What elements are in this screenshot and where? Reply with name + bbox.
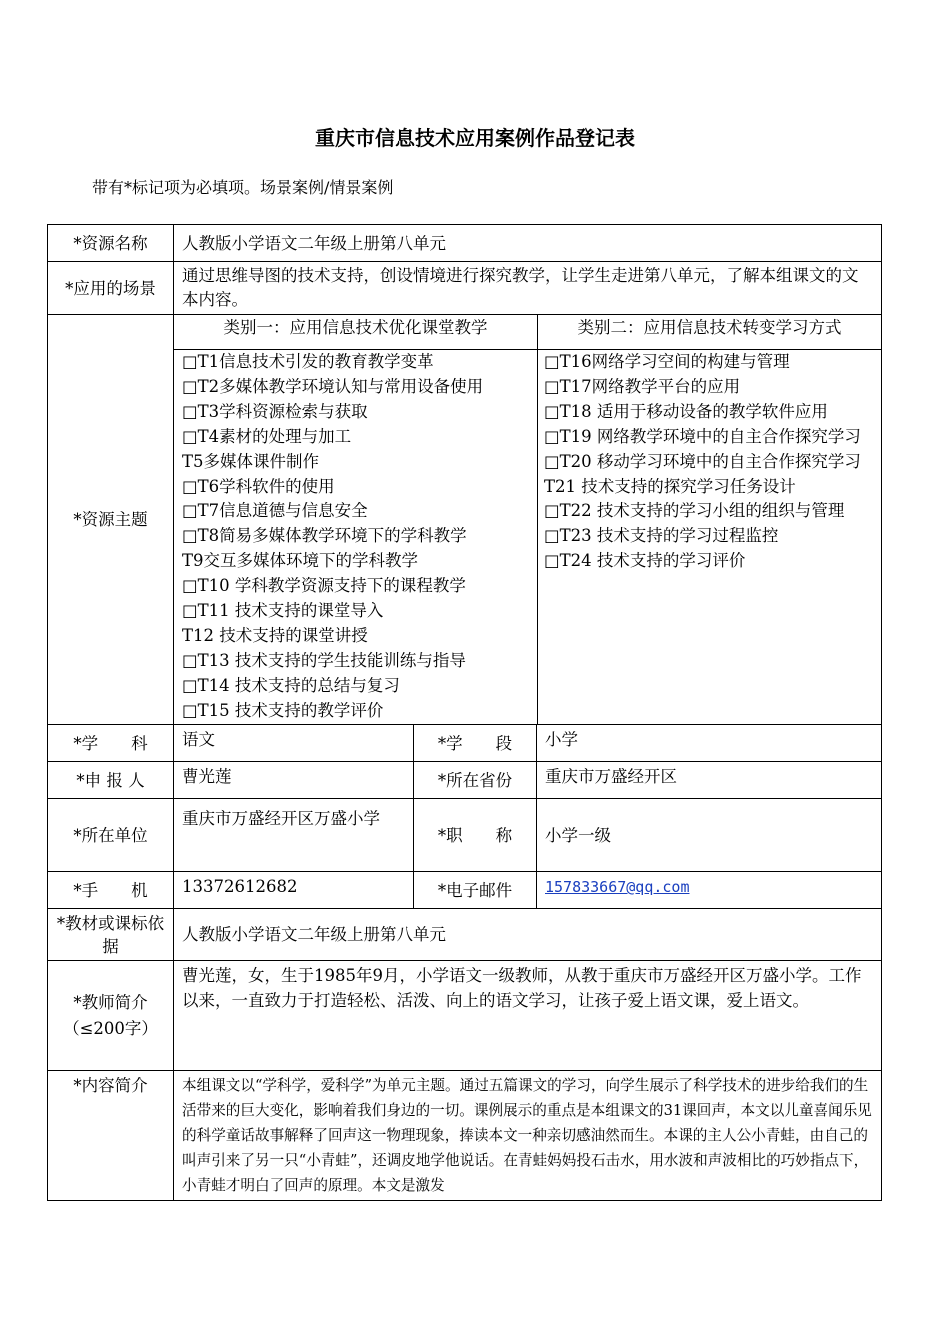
subject-label: *学 科 <box>48 725 174 762</box>
scene-value[interactable]: 通过思维导图的技术支持，创设情境进行探究教学，让学生走进第八单元，了解本组课文的文本内容。 <box>174 262 882 315</box>
applicant-value[interactable]: 曹光莲 <box>174 762 414 799</box>
row-topic <box>48 315 882 725</box>
stage-label: *学 段 <box>414 725 537 762</box>
topic-option-t15[interactable]: □T15 技术支持的教学评价 <box>182 700 384 720</box>
email-cell <box>537 872 882 909</box>
topic-option-t18[interactable]: □T18 适用于移动设备的教学软件应用 <box>544 401 828 421</box>
scene-label: *应用的场景 <box>48 262 174 315</box>
row-textbook <box>48 909 882 961</box>
topic-option-t2[interactable]: □T2多媒体教学环境认知与常用设备使用 <box>182 376 484 396</box>
topic-option-t1[interactable]: □T1信息技术引发的教育教学变革 <box>182 352 434 371</box>
category-two-title: 类别二：应用信息技术转变学习方式 <box>577 318 842 337</box>
topic-option-t20[interactable]: □T20 移动学习环境中的自主合作探究学习 <box>544 451 861 471</box>
registration-form <box>47 224 882 1201</box>
phone-label: *手 机 <box>48 872 174 909</box>
stage-value[interactable]: 小学 <box>537 725 882 762</box>
title-rank-value[interactable]: 小学一级 <box>537 799 882 872</box>
topic-cell <box>174 315 882 725</box>
topic-option-t11[interactable]: □T11 技术支持的课堂导入 <box>182 601 384 621</box>
topic-option-t3[interactable]: □T3学科资源检索与获取 <box>182 401 368 421</box>
resource-name-label: *资源名称 <box>48 225 174 262</box>
content-label: *内容简介 <box>48 1071 174 1201</box>
row-content <box>48 1071 882 1201</box>
unit-value[interactable]: 重庆市万盛经开区万盛小学 <box>174 799 414 872</box>
page-title: 重庆市信息技术应用案例作品登记表 <box>315 126 635 150</box>
category-one-title: 类别一：应用信息技术优化课堂教学 <box>174 315 538 349</box>
topic-option-t12[interactable]: T12 技术支持的课堂讲授 <box>182 625 368 645</box>
topic-option-t10[interactable]: □T10 学科教学资源支持下的课程教学 <box>182 576 466 596</box>
topic-option-t13[interactable]: □T13 技术支持的学生技能训练与指导 <box>182 650 466 670</box>
province-value[interactable]: 重庆市万盛经开区 <box>537 762 882 799</box>
row-unit <box>48 799 882 872</box>
row-resource-name <box>48 225 882 262</box>
category-one-list <box>174 350 538 724</box>
phone-value[interactable]: 13372612682 <box>174 872 414 909</box>
topic-option-t8[interactable]: □T8简易多媒体教学环境下的学科教学 <box>182 526 467 546</box>
topic-option-t19[interactable]: □T19 网络教学环境中的自主合作探究学习 <box>544 426 861 446</box>
applicant-label: *申 报 人 <box>48 762 174 799</box>
topic-option-t24[interactable]: □T24 技术支持的学习评价 <box>544 551 746 571</box>
topic-option-t23[interactable]: □T23 技术支持的学习过程监控 <box>544 526 779 546</box>
topic-option-t21[interactable]: T21 技术支持的探究学习任务设计 <box>544 476 796 496</box>
textbook-value[interactable]: 人教版小学语文二年级上册第八单元 <box>174 909 882 961</box>
topic-option-t6[interactable]: □T6学科软件的使用 <box>182 476 335 496</box>
subject-value[interactable]: 语文 <box>174 725 414 762</box>
topic-option-t14[interactable]: □T14 技术支持的总结与复习 <box>182 675 400 695</box>
row-teacher <box>48 961 882 1071</box>
topic-option-t16[interactable]: □T16网络学习空间的构建与管理 <box>544 352 790 371</box>
email-link[interactable]: 157833667@qq.com <box>545 878 690 896</box>
row-subject <box>48 725 882 762</box>
province-label: *所在省份 <box>414 762 537 799</box>
unit-label: *所在单位 <box>48 799 174 872</box>
row-phone <box>48 872 882 909</box>
category-two-list <box>538 350 881 724</box>
email-label: *电子邮件 <box>414 872 537 909</box>
topic-option-t5[interactable]: T5多媒体课件制作 <box>182 451 320 471</box>
teacher-value[interactable]: 曹光莲，女，生于1985年9月，小学语文一级教师，从教于重庆市万盛经开区万盛小学。工作以来，一直致力于打造轻松、活泼、向上的语文学习，让孩子爱上语文课，爱上语文。 <box>174 961 882 1071</box>
topic-option-t22[interactable]: □T22 技术支持的学习小组的组织与管理 <box>544 501 845 521</box>
topic-option-t9[interactable]: T9交互多媒体环境下的学科教学 <box>182 551 419 571</box>
content-value[interactable]: 本组课文以“学科学，爱科学”为单元主题。通过五篇课文的学习，向学生展示了科学技术的进步给我们的生活带来的巨大变化，影响着我们身边的一切。课例展示的重点是本组课文的31课回声，本文以儿童喜闻乐见的科学童话故事解释了回声这一物理现象，捧读本文一种亲切感油然而生。本课的主人公小青蛙，由自己的叫声引来了另一只“小青蛙”，还调皮地学他说话。在青蛙妈妈投石击水，用水波和声波相比的巧妙指点下，小青蛙才明白了回声的原理。本文是激发 <box>174 1071 882 1201</box>
title-rank-label: *职 称 <box>414 799 537 872</box>
resource-name-value[interactable]: 人教版小学语文二年级上册第八单元 <box>174 225 882 262</box>
textbook-label: *教材或课标依据 <box>48 909 174 961</box>
topic-option-t4[interactable]: □T4素材的处理与加工 <box>182 426 352 446</box>
topic-option-t17[interactable]: □T17网络教学平台的应用 <box>544 376 741 396</box>
topic-label: *资源主题 <box>48 315 174 725</box>
required-note: 带有*标记项为必填项。场景案例/情景案例 <box>92 178 394 197</box>
teacher-label: *教师简介（≤200字） <box>48 961 174 1071</box>
topic-option-t7[interactable]: □T7信息道德与信息安全 <box>182 501 368 521</box>
row-scene <box>48 262 882 315</box>
row-applicant <box>48 762 882 799</box>
